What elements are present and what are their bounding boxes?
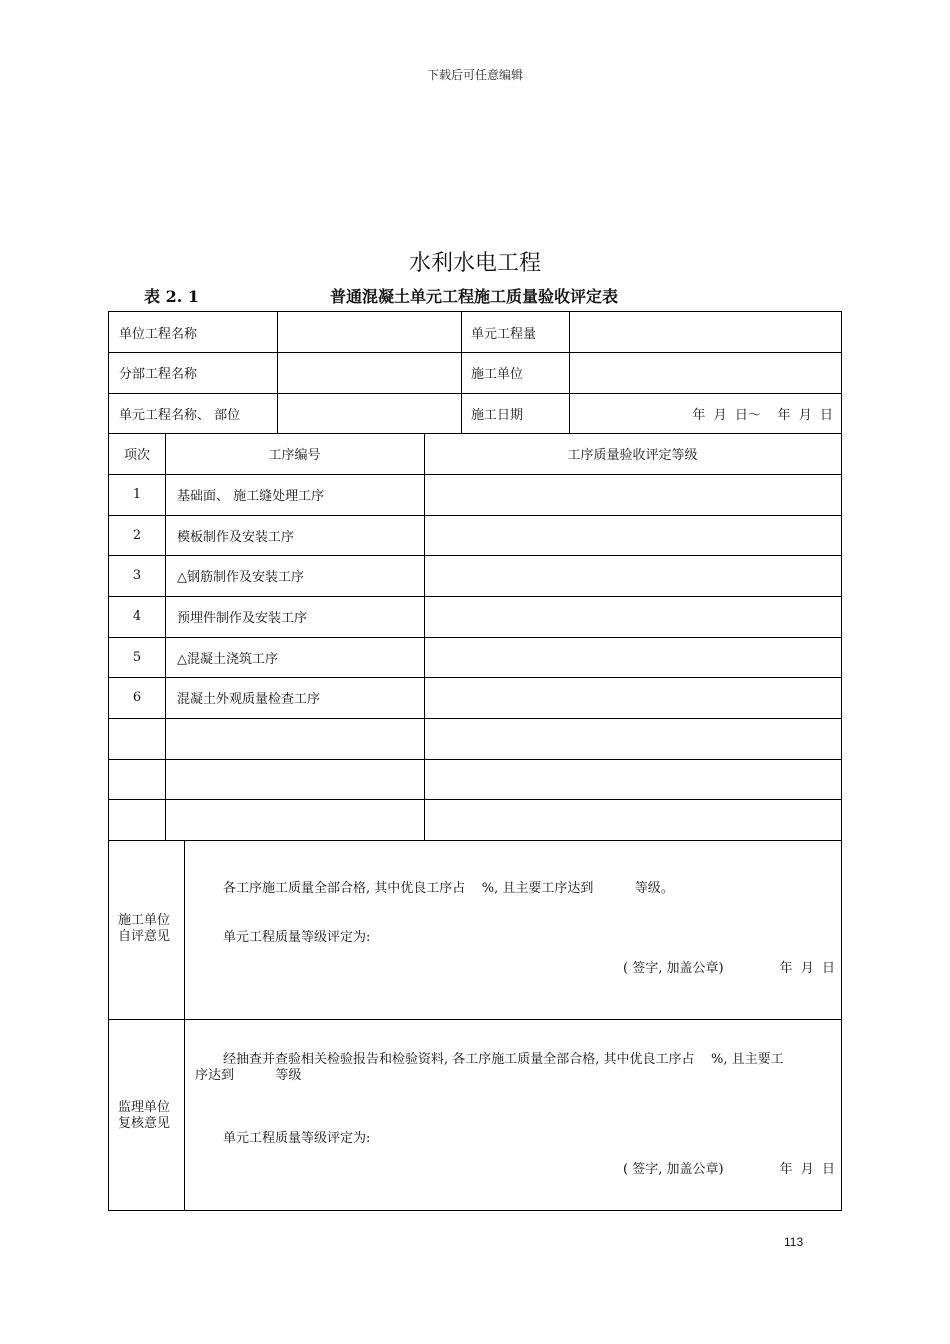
process-name[interactable] [177,718,424,759]
construction-unit-label: 施工单位 [471,367,524,382]
row-divider [109,840,841,841]
branch-project-label: 分部工程名称 [119,367,198,382]
process-name[interactable] [177,759,424,799]
grade-field[interactable] [434,677,834,718]
process-name: △混凝土浇筑工序 [177,651,278,667]
construction-date-field[interactable]: 年 月 日～ 年 月 日 [692,407,833,423]
row-number: 5 [132,649,142,665]
table-number: 表 2. 1 [144,287,199,306]
grade-field[interactable] [434,718,834,759]
supervision-signature[interactable]: ( 签字, 加盖公章) [623,1162,724,1177]
row-number: 6 [132,690,142,705]
process-name: 基础面、 施工缝处理工序 [177,489,325,504]
row-number: 4 [132,609,142,624]
row-number [109,799,165,840]
page-number: 113 [784,1235,804,1249]
grade-field[interactable] [434,637,834,677]
self-eval-statement: 各工序施工质量全部合格, 其中优良工序占 %, 且主要工序达到 等级。 [223,881,674,896]
col-divider [165,433,166,840]
self-eval-signature[interactable]: ( 签字, 加盖公章) [623,961,724,976]
construction-unit-field[interactable] [579,352,835,393]
grade-field[interactable] [434,596,834,637]
supervision-statement-line1: 经抽查并查验相关检验报告和检验资料, 各工序施工质量全部合格, 其中优良工序占 %, 且主要工 [223,1052,784,1067]
supervision-label-line2: 复核意见 [118,1116,171,1131]
self-eval-date[interactable]: 年 月 日 [779,961,835,976]
grade-field[interactable] [434,799,834,840]
process-name[interactable] [177,799,424,840]
self-eval-label-line1: 施工单位 [118,913,171,928]
supervision-statement-line2: 序达到 等级 [195,1068,302,1083]
supervision-label-line1: 监理单位 [118,1100,171,1115]
grade-field[interactable] [434,555,834,596]
supervision-date[interactable]: 年 月 日 [779,1162,835,1177]
process-name: 模板制作及安装工序 [177,529,295,545]
supervision-label [118,1100,184,1132]
column-header-grade: 工序质量验收评定等级 [567,448,698,463]
row-number: 2 [132,527,142,543]
process-name: 混凝土外观质量检查工序 [177,692,321,707]
col-divider [277,312,278,433]
grade-field[interactable] [434,759,834,799]
column-header-process: 工序编号 [268,448,321,463]
acceptance-form-table [108,311,842,1211]
col-divider [461,312,462,433]
construction-date-label: 施工日期 [471,407,524,423]
self-eval-label [118,913,184,945]
grade-field[interactable] [434,515,834,555]
self-eval-label-line2: 自评意见 [118,929,171,944]
branch-project-field[interactable] [287,352,461,393]
element-name-field[interactable] [287,393,461,433]
row-divider [109,1019,841,1020]
grade-field[interactable] [434,474,834,515]
col-divider [184,840,185,1211]
row-number [109,718,165,759]
unit-project-field[interactable] [287,312,461,352]
element-name-label: 单元工程名称、 部位 [119,407,241,423]
column-header-item: 项次 [123,448,150,463]
table-title: 普通混凝土单元工程施工质量验收评定表 [330,287,619,306]
process-name: 预埋件制作及安装工序 [177,611,308,626]
element-quantity-label: 单元工程量 [471,326,537,342]
col-divider [424,433,425,840]
row-number: 3 [132,568,142,583]
header-note: 下载后可任意编辑 [426,68,523,82]
unit-project-label: 单位工程名称 [119,326,198,342]
self-eval-rating[interactable]: 单元工程质量等级评定为: [223,930,371,945]
row-number: 1 [132,487,142,502]
document-title: 水利水电工程 [408,251,541,276]
col-divider [569,312,570,433]
supervision-rating[interactable]: 单元工程质量等级评定为: [223,1131,371,1146]
process-name: △钢筋制作及安装工序 [177,570,304,585]
row-number [109,759,165,799]
element-quantity-field[interactable] [579,312,835,352]
